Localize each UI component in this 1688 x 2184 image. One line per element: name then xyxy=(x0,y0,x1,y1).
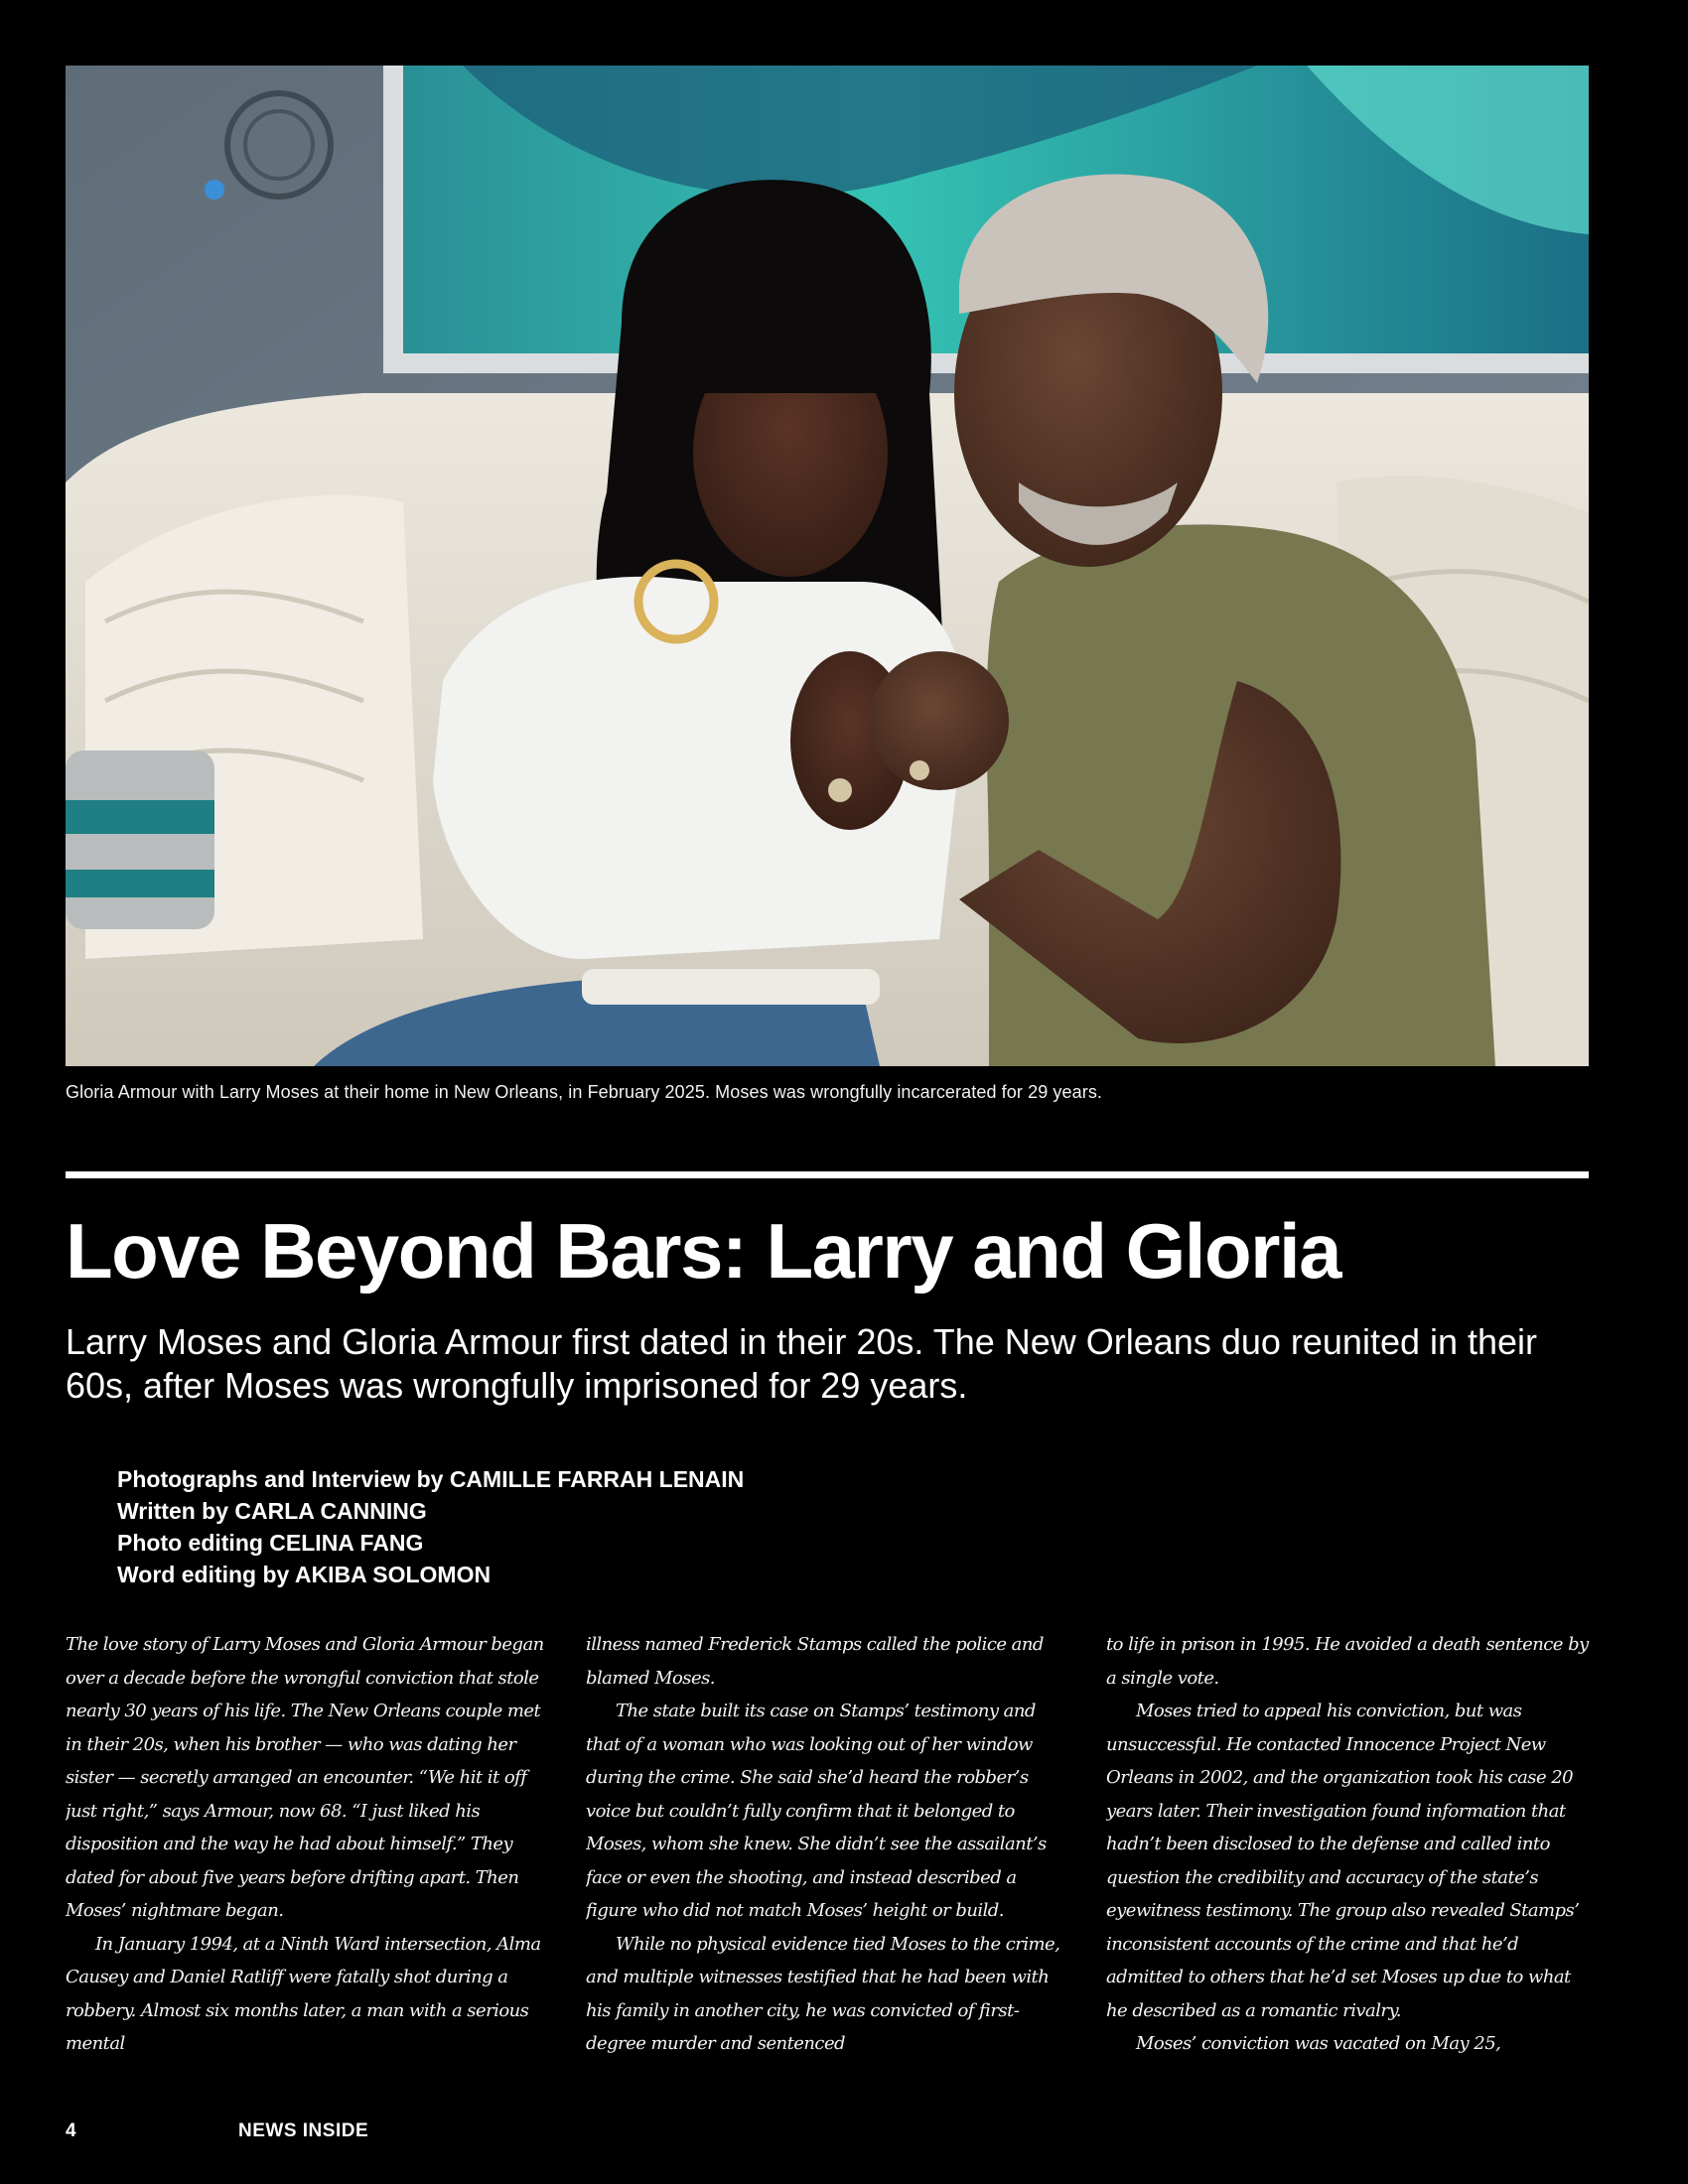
body-paragraph: Moses’ conviction was vacated on May 25, xyxy=(1136,2033,1501,2054)
credit-word-editor: Word editing by AKIBA SOLOMON xyxy=(117,1562,492,1587)
body-paragraph: While no physical evidence tied Moses to the crime, and multiple witnesses testified that he had been with his family in another city, he was convicted of first-degree murder and sentenced xyxy=(586,1933,1060,2054)
headline: Love Beyond Bars: Larry and Gloria xyxy=(66,1207,1341,1295)
dek: Larry Moses and Gloria Armour first dated in their 20s. The New Orleans duo reunited in their 60s, after Moses was wrongfully imprisoned for 29 years. xyxy=(66,1321,1538,1406)
page-number: 4 xyxy=(66,2120,76,2141)
credit-writer: Written by CARLA CANNING xyxy=(117,1498,427,1524)
body-paragraph: Moses tried to appeal his conviction, but was unsuccessful. He contacted Innocence Project New Orleans in 2002, and the organization took his case 20 years later. Their investigation found information that hadn’t been disclosed to the defense and called into question the credibility and accuracy of the state’s eyewitness testimony. The group also revealed Stamps’ inconsistent accounts of the crime and that he’d admitted to others that he’d set Moses up due to what he described as a romantic rivalry. xyxy=(1106,1701,1580,2021)
credit-photo-editor: Photo editing CELINA FANG xyxy=(117,1530,424,1556)
photo-caption: Gloria Armour with Larry Moses at their home in New Orleans, in February 2025. Moses was wrongfully incarcerated for 29 years. xyxy=(66,1082,1103,1102)
article-photo xyxy=(66,66,1589,1066)
body-column-3 xyxy=(1106,1628,1591,2095)
body-column-2 xyxy=(586,1628,1070,2095)
body-paragraph: In January 1994, at a Ninth Ward intersection, Alma Causey and Daniel Ratliff were fatally shot during a robbery. Almost six months later, a man with a serious mental xyxy=(66,1933,541,2054)
body-paragraph: The love story of Larry Moses and Gloria Armour began over a decade before the wrongful conviction that stole nearly 30 years of his life. The New Orleans couple met in their 20s, when his brother — who was dating her sister — secretly arranged an encounter. “We hit it off just right,” says Armour, now 68. “I just liked his disposition and the way he had about himself.” They dated for about five years before drifting apart. Then Moses’ nightmare began. xyxy=(66,1634,544,1921)
credit-photographs: Photographs and Interview by CAMILLE FARRAH LENAIN xyxy=(117,1466,745,1492)
section-name: NEWS INSIDE xyxy=(238,2120,369,2141)
photo-illustration xyxy=(66,66,1589,1066)
credits-list xyxy=(117,1463,744,1590)
body-paragraph: to life in prison in 1995. He avoided a death sentence by a single vote. xyxy=(1106,1634,1589,1689)
body-column-1 xyxy=(66,1628,550,2095)
divider-rule xyxy=(66,1171,1589,1178)
body-paragraph: illness named Frederick Stamps called the police and blamed Moses. xyxy=(586,1634,1044,1689)
body-paragraph: The state built its case on Stamps’ testimony and that of a woman who was looking out of her window during the crime. She said she’d heard the robber’s voice but couldn’t fully confirm that it belonged to Moses, whom she knew. She didn’t see the assailant’s face or even the shooting, and instead described a figure who did not match Moses’ height or build. xyxy=(586,1701,1047,1921)
